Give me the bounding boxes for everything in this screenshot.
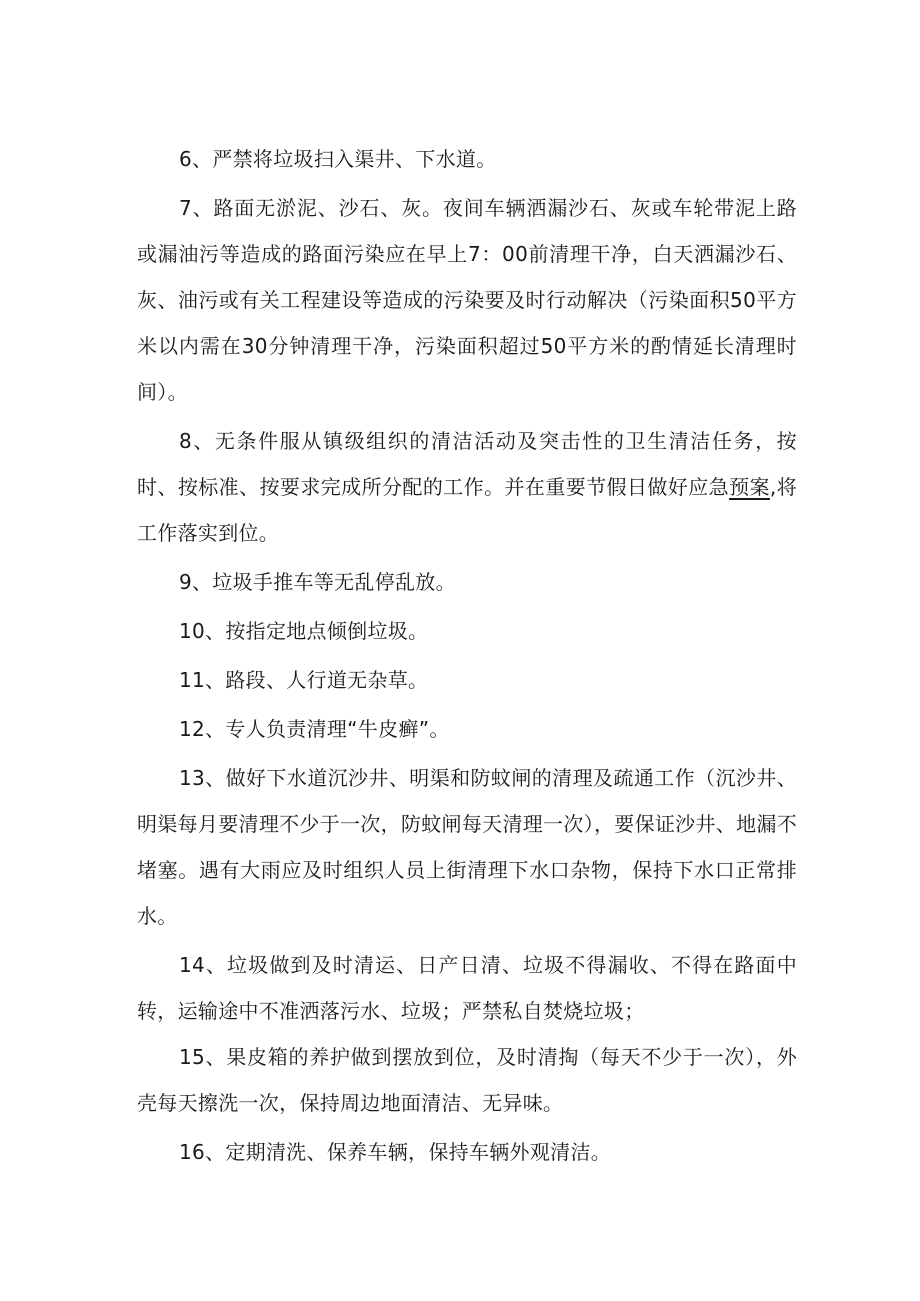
paragraph-14: 14、垃圾做到及时清运、日产日清、垃圾不得漏收、不得在路面中转，运输途中不准洒落污水、垃圾；严禁私自焚烧垃圾； (137, 953, 797, 1023)
document-body (137, 136, 797, 1178)
paragraph-9: 9、垃圾手推车等无乱停乱放。 (179, 570, 456, 594)
paragraph-13: 13、做好下水道沉沙井、明渠和防蚊闸的清理及疏通工作（沉沙井、明渠每月要清理不少于一次，防蚊闸每天清理一次），要保证沙井、地漏不堵塞。遇有大雨应及时组织人员上街清理下水口杂物，保持下水口正常排水。 (137, 766, 797, 928)
paragraph-11: 11、路段、人行道无杂草。 (179, 668, 429, 692)
paragraph-8 (137, 418, 797, 556)
paragraph-6: 6、严禁将垃圾扫入渠井、下水道。 (179, 147, 497, 171)
paragraph-8-after: ,将工作落实到位。 (137, 475, 797, 545)
underlined-term: 预案 (729, 475, 770, 499)
paragraph-7: 7、路面无淤泥、沙石、灰。夜间车辆洒漏沙石、灰或车轮带泥上路或漏油污等造成的路面污染应在早上7：00前清理干净，白天洒漏沙石、灰、油污或有关工程建设等造成的污染要及时行动解决（污染面积50平方米以内需在30分钟清理干净，污染面积超过50平方米的酌情延长清理时间）。 (137, 196, 797, 404)
paragraph-15: 15、果皮箱的养护做到摆放到位，及时清掏（每天不少于一次），外壳每天擦洗一次，保持周边地面清洁、无异味。 (137, 1045, 797, 1115)
paragraph-10: 10、按指定地点倾倒垃圾。 (179, 619, 429, 643)
paragraph-8-before: 8、无条件服从镇级组织的清洁活动及突击性的卫生清洁任务，按时、按标准、按要求完成所分配的工作。并在重要节假日做好应急 (137, 429, 797, 499)
paragraph-12: 12、专人负责清理“牛皮癣”。 (179, 717, 450, 741)
paragraph-16: 16、定期清洗、保养车辆，保持车辆外观清洁。 (179, 1140, 612, 1164)
